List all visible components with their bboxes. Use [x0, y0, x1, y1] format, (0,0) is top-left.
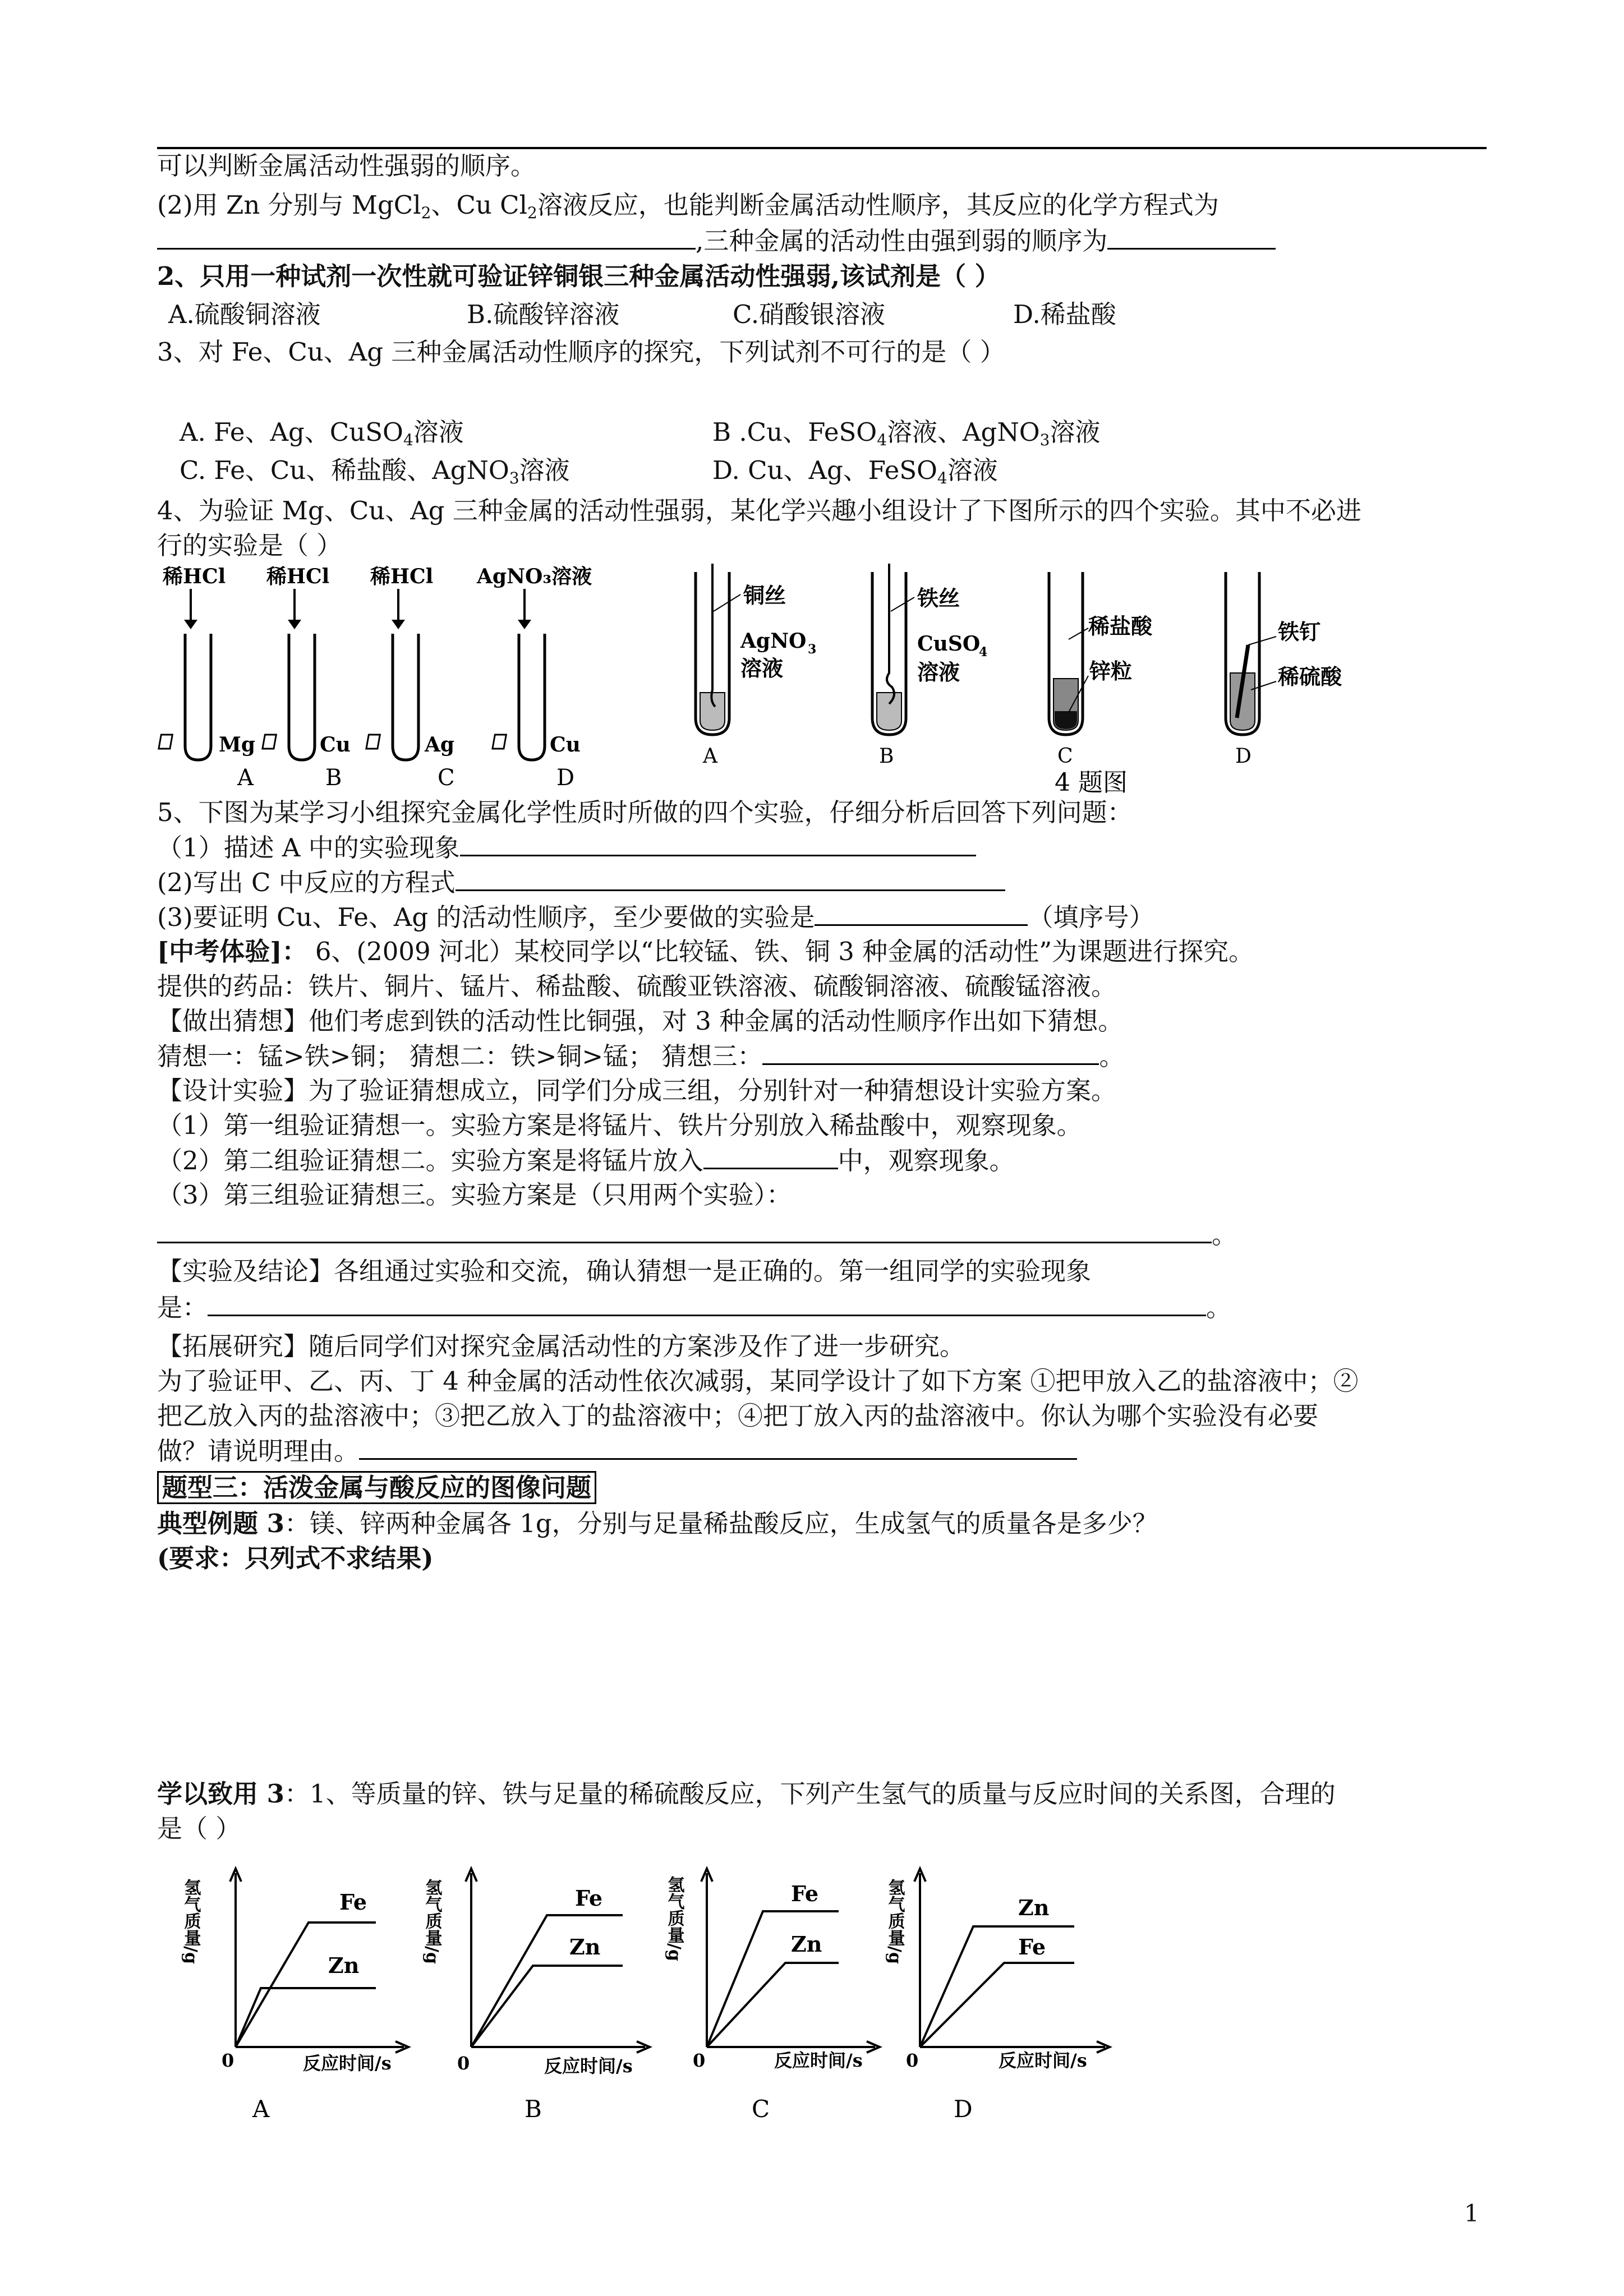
iron-wire [887, 564, 894, 704]
lower-series-label: Zn [791, 1931, 822, 1957]
tube-letter: A [237, 765, 254, 791]
q2-options: A.硫酸铜溶液 B.硫酸锌溶液 C.硝酸银溶液 D.稀盐酸 [168, 299, 1116, 329]
tube-metal-label: Mg [219, 733, 256, 757]
solution [877, 693, 901, 730]
question-2: 2、只用一种试剂一次性就可验证锌铜银三种金属活动性强弱,该试剂是（ ） [157, 261, 1000, 291]
tube-reagent-label: AgNO₃溶液 [477, 565, 592, 588]
practice-3-graphs [163, 1862, 1172, 2131]
tube-letter: B [325, 765, 342, 791]
lower-series-label: Zn [328, 1953, 360, 1978]
graph-c [665, 1869, 880, 2123]
right-tube-mid-label: AgNO [740, 629, 807, 653]
answer-blank[interactable] [208, 1290, 1206, 1316]
upper-series-line [920, 1926, 1074, 2047]
answer-blank[interactable] [456, 865, 1005, 891]
q3-option-d: D. Cu、Ag、FeSO$_4$溶液 [712, 455, 998, 487]
q6-guess-intro: 【做出猜想】他们考虑到铁的活动性比铜强，对 3 种金属的活动性顺序作出如下猜想。 [157, 1006, 1124, 1036]
q6-design-1: （1）第一组验证猜想一。实验方案是将锰片、铁片分别放入稀盐酸中，观察现象。 [157, 1110, 1082, 1140]
answer-blank[interactable] [1107, 223, 1276, 250]
question-5: 5、下图为某学习小组探究金属化学性质时所做的四个实验，仔细分析后回答下列问题： [157, 797, 1133, 827]
tube-reagent-label: 稀HCl [370, 565, 434, 588]
graph-b [422, 1869, 650, 2123]
question-4-line2: 行的实验是（ ） [157, 531, 342, 560]
y-axis-label: 氢气质量/g [181, 1879, 201, 1964]
upper-series-line [236, 1922, 376, 2047]
tube-letter: C [438, 765, 455, 791]
right-tube-letter: A [703, 745, 717, 768]
right-tube-bot-label: 锌粒 [1089, 658, 1133, 684]
lower-series-line [920, 1963, 1074, 2047]
q6-extension-1: 为了验证甲、乙、丙、丁 4 种金属的活动性依次减弱，某同学设计了如下方案 ①把甲放入乙的盐溶液中；② [157, 1366, 1359, 1396]
y-axis-label: 氢气质量/g [422, 1879, 442, 1964]
q6-design-3: （3）第三组验证猜想三。实验方案是（只用两个实验）： [157, 1180, 792, 1210]
tube-reagent-label: 稀HCl [266, 565, 330, 588]
section-type3-heading: 题型三：活泼金属与酸反应的图像问题 [157, 1470, 596, 1505]
figure-caption: 4 题图 [1055, 768, 1128, 796]
tube-letter: D [556, 765, 575, 791]
test-tube [393, 634, 418, 760]
q6-extension-2: 把乙放入丙的盐溶液中；③把乙放入丁的盐溶液中；④把丁放入丙的盐溶液中。你认为哪个实验没有必要 [157, 1401, 1319, 1431]
q1-part2-blanks: ,三种金属的活动性由强到弱的顺序为 [157, 223, 1276, 259]
q4-figure [157, 561, 1391, 796]
right-tube-mid-label: CuSO [917, 632, 981, 656]
q4-left-tubes [159, 565, 592, 791]
q6-conclusion: 【实验及结论】各组通过实验和交流，确认猜想一是正确的。第一组同学的实验现象 [157, 1256, 1092, 1286]
answer-blank[interactable] [762, 1039, 1099, 1065]
q6-drugs: 提供的药品：铁片、铜片、锰片、稀盐酸、硫酸亚铁溶液、硫酸铜溶液、硫酸锰溶液。 [157, 971, 1117, 1001]
right-tube-top-label: 稀盐酸 [1088, 614, 1153, 639]
practice-3-line2: 是（ ） [157, 1814, 241, 1843]
y-axis-label: 氢气质量/g [885, 1879, 905, 1964]
q5-part1: （1）描述 A 中的实验现象 [157, 830, 976, 865]
lower-series-line [707, 1963, 839, 2047]
q6-extension: 【拓展研究】随后同学们对探究金属活动性的方案涉及作了进一步研究。 [157, 1331, 965, 1361]
q3-option-b: B .Cu、FeSO$_4$溶液、AgNO$_3$溶液 [712, 417, 1101, 449]
question-3: 3、对 Fe、Cu、Ag 三种金属活动性顺序的探究，下列试剂不可行的是（ ） [157, 337, 1005, 367]
metal-piece [159, 735, 172, 749]
q6-design-3-answer: 。 [157, 1217, 1237, 1252]
q3-option-c: C. Fe、Cu、稀盐酸、AgNO$_3$溶液 [180, 455, 570, 487]
right-tube-bot-label: 溶液 [917, 660, 960, 685]
origin-label: 0 [906, 2050, 919, 2071]
answer-blank[interactable] [157, 223, 696, 250]
tube-metal-label: Ag [425, 733, 455, 757]
right-tube-letter: B [879, 745, 894, 768]
metal-piece [263, 735, 276, 749]
q6-guesses: 猜想一：锰>铁>铜； 猜想二：铁>铜>锰； 猜想三： 。 [157, 1039, 1124, 1074]
copper-wire [711, 564, 715, 707]
answer-blank[interactable] [157, 1217, 1212, 1243]
metal-piece [366, 735, 380, 749]
lower-series-label: Zn [569, 1934, 601, 1960]
graph-letter: A [252, 2095, 270, 2123]
upper-series-label: Fe [791, 1881, 819, 1906]
right-tube-mid-sub: 3 [808, 642, 817, 657]
origin-label: 0 [457, 2053, 470, 2074]
graph-a [181, 1869, 409, 2123]
metal-piece [493, 735, 506, 749]
example-3-requirement: (要求：只列式不求结果) [157, 1543, 434, 1573]
tube-reagent-label: 稀HCl [163, 565, 226, 588]
answer-blank[interactable] [703, 1143, 838, 1169]
practice-3-line1: 学以致用 3：1、等质量的锌、铁与足量的稀硫酸反应，下列产生氢气的质量与反应时间的关系图，合理的 [157, 1779, 1336, 1809]
q6-design: 【设计实验】为了验证猜想成立，同学们分成三组，分别针对一种猜想设计实验方案。 [157, 1076, 1117, 1105]
q1-end: 可以判断金属活动性强弱的顺序。 [157, 151, 536, 181]
graph-letter: D [954, 2095, 973, 2123]
q5-part2: (2)写出 C 中反应的方程式 [157, 865, 1005, 900]
right-tube-top-label: 铜丝 [743, 583, 786, 608]
q3-option-a: A. Fe、Ag、CuSO$_4$溶液 [180, 417, 464, 449]
graph-letter: C [752, 2095, 770, 2123]
upper-series-label: Zn [1018, 1895, 1050, 1920]
tube-metal-label: Cu [320, 733, 351, 757]
right-tube-bot-label: 稀硫酸 [1278, 664, 1342, 689]
y-axis-label: 氢气质量/g [664, 1876, 684, 1961]
page-number: 1 [1464, 2200, 1479, 2227]
right-tube-letter: D [1235, 745, 1252, 768]
origin-label: 0 [222, 2050, 234, 2071]
x-axis-label: 反应时间/s [544, 2055, 633, 2077]
answer-blank[interactable] [359, 1433, 1077, 1460]
test-tube [289, 634, 315, 760]
q5-part3: (3)要证明 Cu、Fe、Ag 的活动性顺序，至少要做的实验是 （填序号） [157, 900, 1154, 935]
right-tube-top-label: 铁丝 [917, 585, 960, 611]
tube-metal-label: Cu [550, 733, 581, 757]
x-axis-label: 反应时间/s [303, 2053, 392, 2074]
zinc-granules [1055, 711, 1077, 729]
question-6-intro: [中考体验]： 6、(2009 河北）某校同学以“比较锰、铁、铜 3 种金属的活动性”为课题进行探究。 [157, 937, 1254, 966]
q6-conclusion-2: 是： 。 [157, 1290, 1231, 1325]
example-3: 典型例题 3：镁、锌两种金属各 1g，分别与足量稀盐酸反应，生成氢气的质量各是多少？ [157, 1509, 1158, 1538]
q1-part2: (2)用 Zn 分别与 MgCl$_2$、Cu $Cl_2$溶液反应，也能判断金属活动性顺序，其反应的化学方程式为 [157, 190, 1219, 222]
q6-design-2: （2）第二组验证猜想二。实验方案是将锰片放入 中，观察现象。 [157, 1143, 1015, 1178]
question-4-line1: 4、为验证 Mg、Cu、Ag 三种金属的活动性强弱，某化学兴趣小组设计了下图所示的四个实验。其中不必进 [157, 496, 1361, 525]
right-tube-bot-label: 溶液 [740, 656, 784, 681]
lower-series-label: Fe [1018, 1934, 1046, 1960]
graph-letter: B [525, 2095, 542, 2123]
q4-right-tubes [696, 564, 1342, 768]
right-tube-mid-sub: 4 [979, 645, 988, 660]
upper-series-label: Fe [339, 1889, 367, 1915]
x-axis-label: 反应时间/s [999, 2050, 1087, 2071]
lower-series-line [236, 1988, 376, 2047]
answer-blank[interactable] [815, 900, 1028, 926]
graph-d [885, 1869, 1110, 2123]
origin-label: 0 [693, 2050, 706, 2071]
upper-series-label: Fe [575, 1885, 603, 1911]
q6-extension-3: 做？请说明理由。 [157, 1433, 1077, 1469]
test-tube [185, 634, 211, 760]
answer-blank[interactable] [460, 830, 976, 856]
x-axis-label: 反应时间/s [774, 2050, 863, 2071]
test-tube [519, 634, 545, 760]
right-tube-top-label: 铁钉 [1278, 619, 1321, 644]
right-tube-letter: C [1057, 745, 1073, 768]
